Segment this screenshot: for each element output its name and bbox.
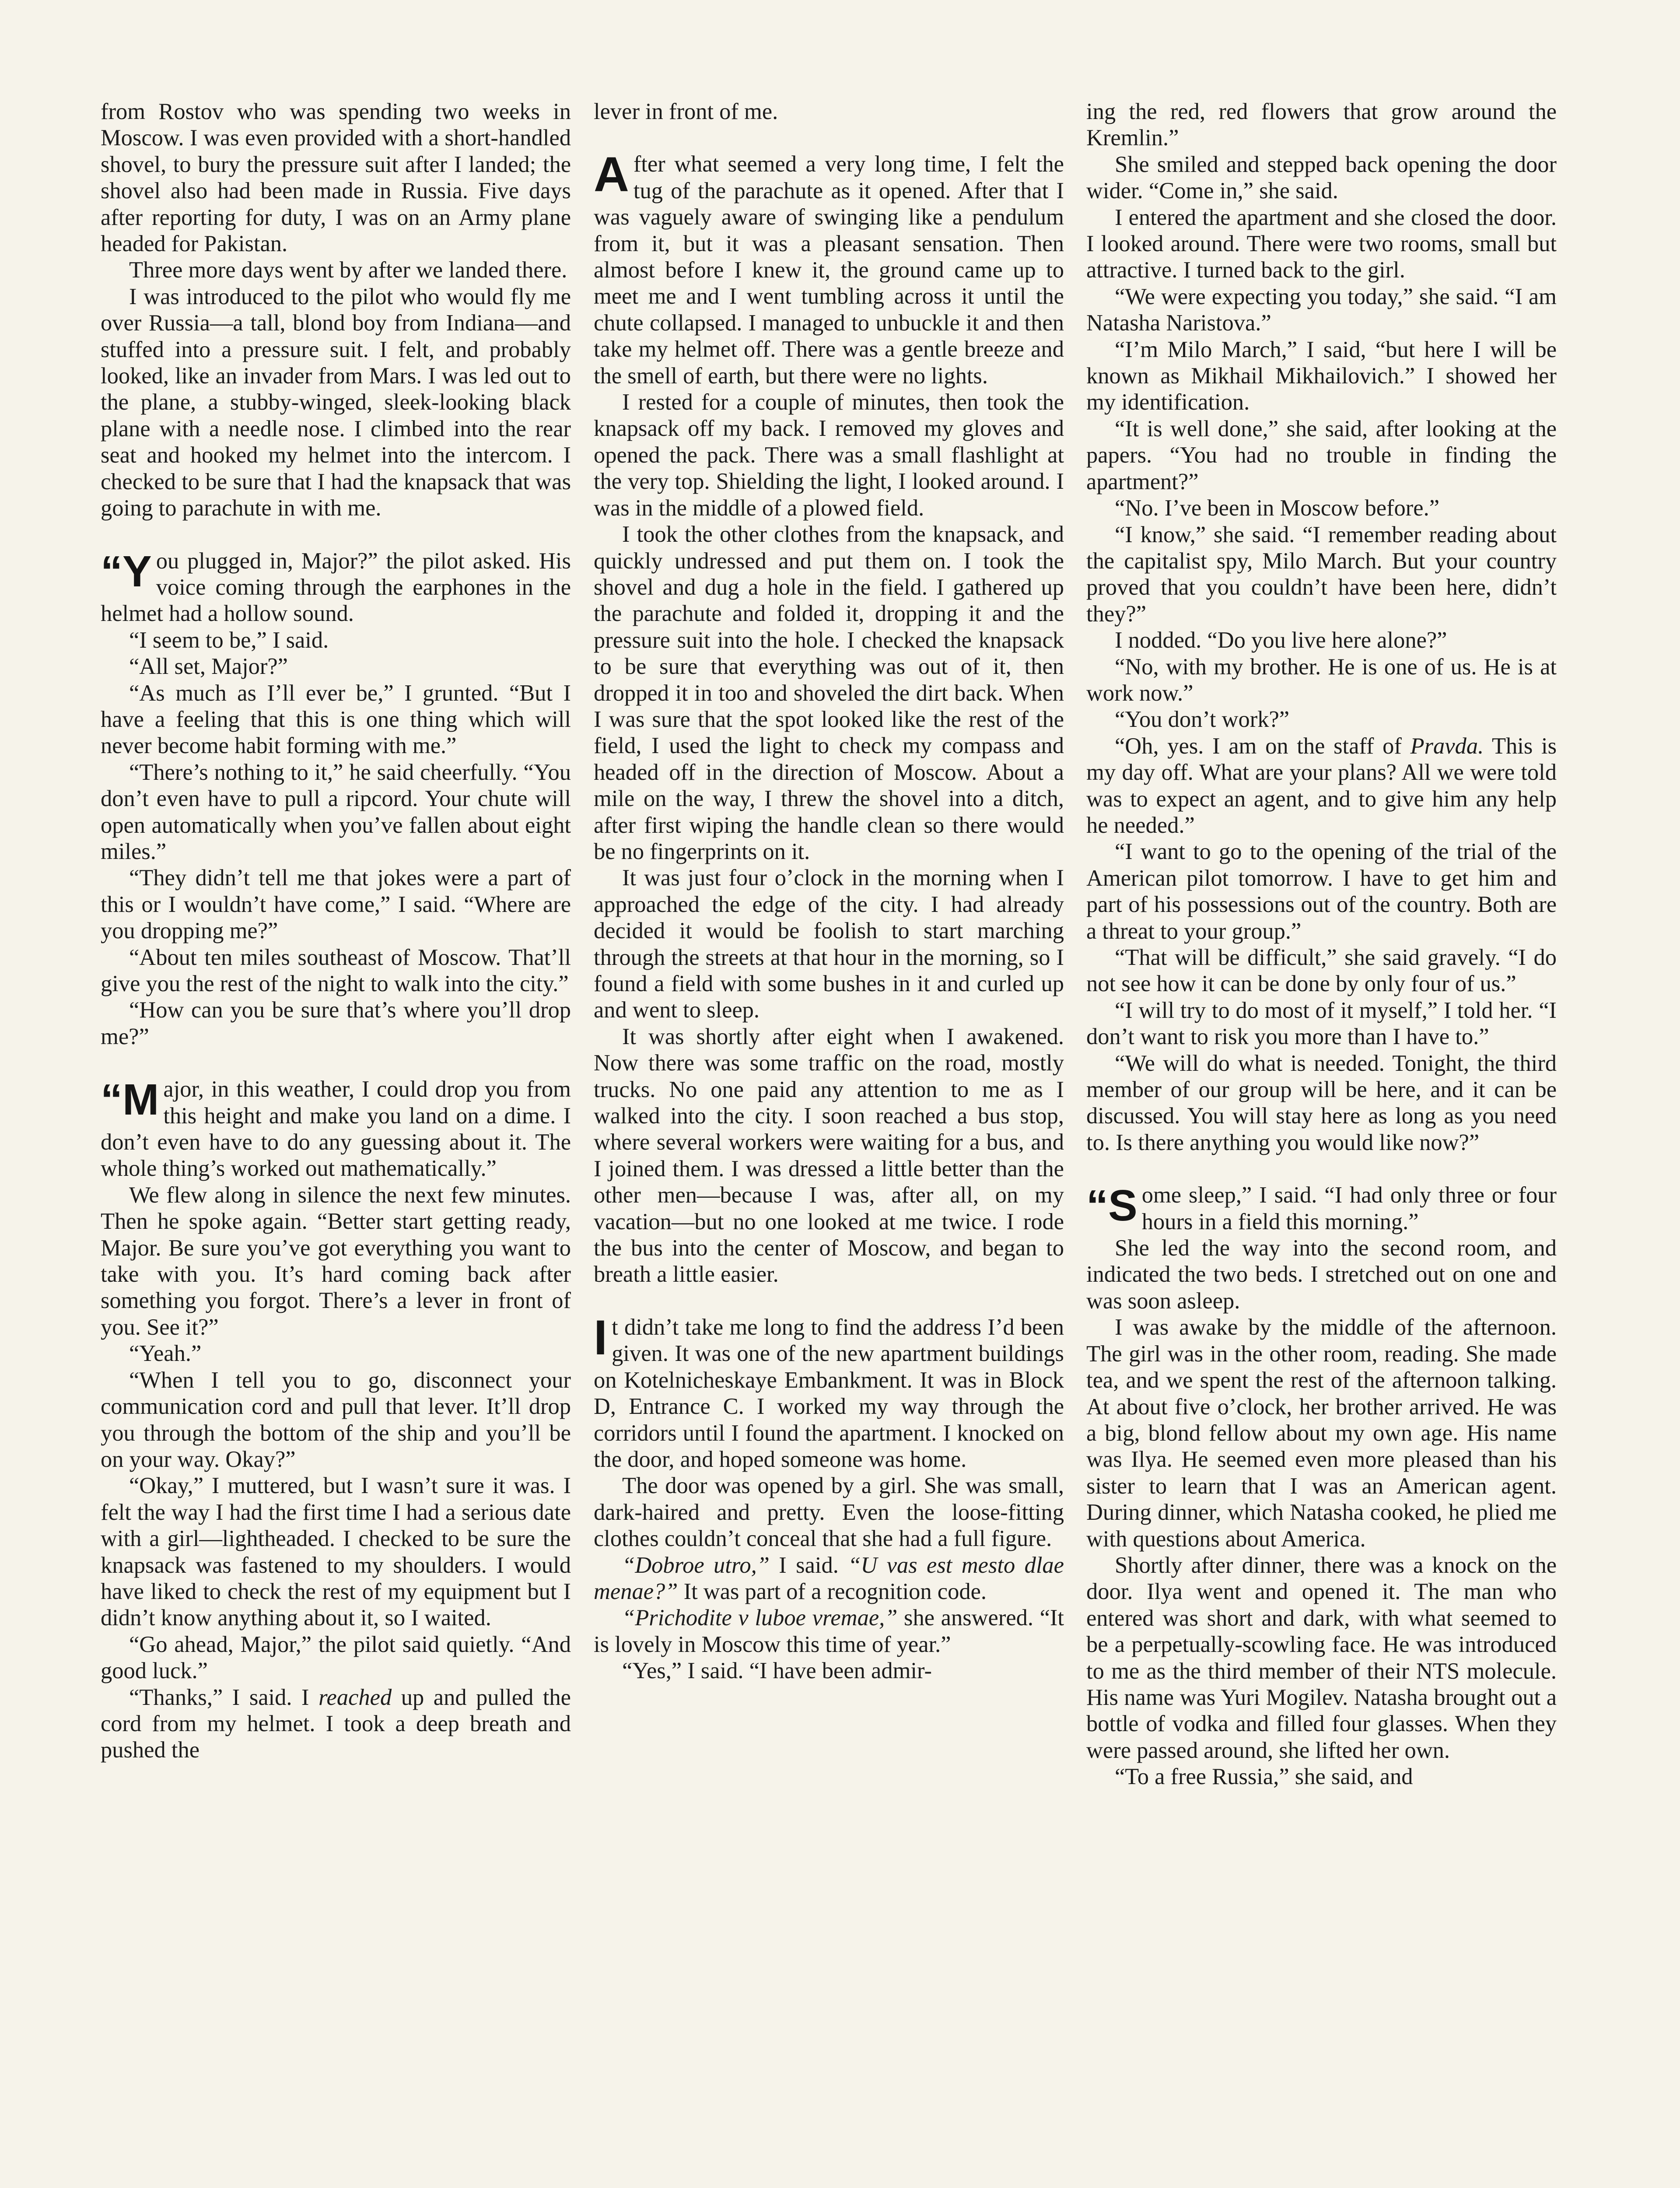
paragraph: “We will do what is needed. Tonight, the third member of our group will be here, and it can be discussed. You will stay here as long as you need to. Is there anything you would like now?”: [1086, 1050, 1557, 1155]
section-opening-paragraph: [594, 1310, 1064, 1473]
paragraph: “To a free Russia,” she said, and: [1115, 1764, 1413, 1790]
paragraph: “I’m Milo March,” I said, “but here I will be known as Mikhail Mikhailovich.” I showed her my identification.: [1086, 337, 1557, 415]
paragraph: [594, 1552, 1064, 1605]
paragraph: I was introduced to the pilot who would fly me over Russia—a tall, blond boy from Indiana—and stuffed into a pressure suit. I felt, and probably looked, like an invader from Mars. I was led out to the plane, a stubby-winged, sleek-looking black plane with a needle nose. I climbed into the rear seat and hooked my helmet into the intercom. I checked to be sure that I had the knapsack that was going to parachute in with me.: [101, 284, 571, 521]
drop-cap: “M: [101, 1075, 159, 1125]
section-opening-paragraph: [1086, 1182, 1557, 1235]
paragraph: “When I tell you to go, disconnect your communication cord and pull that lever. It’ll drop you through the bottom of the ship and you’ll be on your way. Okay?”: [101, 1367, 571, 1472]
text-run: I said.: [769, 1552, 848, 1578]
paragraph-text: ome sleep,” I said. “I had only three or four hours in a field this morning.”: [1141, 1182, 1557, 1234]
paragraph: “Go ahead, Major,” the pilot said quietly. “And good luck.”: [101, 1631, 571, 1684]
paragraph: “I will try to do most of it myself,” I told her. “I don’t want to risk you more than I have to.”: [1086, 997, 1557, 1050]
paragraph: I was awake by the middle of the afternoon. The girl was in the other room, reading. She made tea, and we spent the rest of the afternoon talking. At about five o’clock, her brother arrived. He was a big, blond fellow about my own age. His name was Ilya. He seemed even more pleased than his sister to learn that I was an American agent. During dinner, which Natasha cooked, he plied me with questions about America.: [1086, 1315, 1557, 1552]
italic-text: reached: [318, 1684, 392, 1710]
paragraph: “Yes,” I said. “I have been admir-: [622, 1658, 932, 1684]
paragraph: I rested for a couple of minutes, then took the knapsack off my back. I removed my gloves and opened the pack. There was a small flashlight at the very top. Shielding the light, I looked around. I was in the middle of a plowed field.: [594, 389, 1064, 521]
text-run: This is my day off. What are your plans? All we were told was to expect an agent, and to give him any help he needed.”: [1086, 733, 1557, 838]
paragraph: “Yeah.”: [129, 1341, 202, 1367]
paragraph: “Okay,” I muttered, but I wasn’t sure it was. I felt the way I had the first time I had a serious date with a girl—lightheaded. I checked to be sure the knapsack was fastened to my shoulders. I would have liked to check the rest of my equipment but I didn’t know anything about it, so I waited.: [101, 1473, 571, 1631]
section-opening-paragraph: [101, 548, 571, 627]
drop-cap: “Y: [101, 547, 152, 596]
paragraph: “I know,” she said. “I remember reading about the capitalist spy, Milo March. But your country proved that you couldn’t have been here, didn’t they?”: [1086, 522, 1557, 627]
paragraph: It was shortly after eight when I awakened. Now there was some traffic on the road, mostly trucks. No one paid any attention to me as I walked into the city. I soon reached a bus stop, where several workers were waiting for a bus, and I joined them. I was dressed a little better than the other men—because I was, after all, on my vacation—but no one looked at me twice. I rode the bus into the center of Moscow, and began to breath a little easier.: [594, 1024, 1064, 1287]
italic-text: Pravda.: [1410, 733, 1484, 759]
drop-cap: I: [594, 1310, 608, 1365]
section-opening-paragraph: [101, 1076, 571, 1182]
text-run: “Oh, yes. I am on the staff of: [1115, 733, 1410, 759]
paragraph: [1086, 733, 1557, 839]
paragraph: “I seem to be,” I said.: [129, 627, 329, 653]
italic-text: “Dobroe utro,”: [622, 1552, 770, 1578]
paragraph: “You don’t work?”: [1115, 707, 1290, 733]
text-column-2: [594, 98, 1064, 1684]
paragraph: “That will be difficult,” she said gravely. “I do not see how it can be done by only four of us.”: [1086, 945, 1557, 997]
paragraph: I entered the apartment and she closed the door. I looked around. There were two rooms, small but attractive. I turned back to the girl.: [1086, 204, 1557, 283]
paragraph: from Rostov who was spending two weeks in Moscow. I was even provided with a short-handled shovel, to bury the pressure suit after I landed; the shovel also had been made in Russia. Five days after reporting for duty, I was on an Army plane headed for Pakistan.: [101, 99, 571, 257]
paragraph: “As much as I’ll ever be,” I grunted. “But I have a feeling that this is one thing which will never become habit forming with me.”: [101, 680, 571, 759]
text-run: It was part of a recognition code.: [678, 1578, 987, 1604]
paragraph: Shortly after dinner, there was a knock on the door. Ilya went and opened it. The man who entered was short and dark, with what seemed to be a perpetually-scowling face. He was introduced to me as the third member of their NTS molecule. His name was Yuri Mogilev. Natasha brought out a bottle of vodka and filled four glasses. When they were passed around, she lifted her own.: [1086, 1552, 1557, 1763]
paragraph-text: fter what seemed a very long time, I felt the tug of the parachute as it opened. After that I was vaguely aware of swinging like a pendulum from it, but it was a pleasant sensation. Then almost before I knew it, the ground came up to meet me and I went tumbling across it until the chute collapsed. I managed to unbuckle it and then take my helmet off. There was a gentle breeze and the smell of earth, but there were no lights.: [594, 151, 1064, 389]
paragraph: ing the red, red flowers that grow around the Kremlin.”: [1086, 99, 1557, 151]
paragraph: “About ten miles southeast of Moscow. That’ll give you the rest of the night to walk into the city.”: [101, 944, 571, 996]
paragraph: [594, 1605, 1064, 1658]
drop-cap: “S: [1086, 1181, 1138, 1231]
paragraph: “How can you be sure that’s where you’ll drop me?”: [101, 997, 571, 1049]
paragraph: “No, with my brother. He is one of us. He is at work now.”: [1086, 654, 1557, 706]
paragraph: “They didn’t tell me that jokes were a part of this or I wouldn’t have come,” I said. “Where are you dropping me?”: [101, 865, 571, 944]
text-column-3: [1086, 98, 1557, 1790]
paragraph: lever in front of me.: [594, 99, 778, 124]
paragraph: “There’s nothing to it,” he said cheerfully. “You don’t even have to pull a ripcord. Your chute will open automatically when you’ve fallen about eight miles.”: [101, 759, 571, 864]
paragraph-text: ajor, in this weather, I could drop you from this height and make you land on a dime. I don’t even have to do any guessing about it. The whole thing’s worked out mathematically.”: [101, 1076, 571, 1182]
italic-text: “U vas est mesto dlae menae?”: [594, 1552, 1064, 1604]
paragraph-text: ou plugged in, Major?” the pilot asked. His voice coming through the earphones in the helmet had a hollow sound.: [101, 548, 571, 627]
paragraph: Three more days went by after we landed there.: [129, 257, 567, 283]
paragraph: “No. I’ve been in Moscow before.”: [1115, 495, 1439, 521]
paragraph: “All set, Major?”: [129, 654, 288, 680]
paragraph: I nodded. “Do you live here alone?”: [1115, 628, 1447, 653]
text-column-1: [101, 98, 571, 1764]
paragraph: The door was opened by a girl. She was small, dark-haired and pretty. Even the loose-fitting clothes couldn’t conceal that she had a full figure.: [594, 1473, 1064, 1552]
paragraph: [101, 1684, 571, 1764]
paragraph: She led the way into the second room, and indicated the two beds. I stretched out on one and was soon asleep.: [1086, 1235, 1557, 1314]
paragraph: “We were expecting you today,” she said. “I am Natasha Naristova.”: [1086, 284, 1557, 336]
paragraph: “It is well done,” she said, after looking at the papers. “You had no trouble in finding the apartment?”: [1086, 416, 1557, 494]
paragraph: It was just four o’clock in the morning when I approached the edge of the city. I had already decided it would be foolish to start marching through the streets at that hour in the morning, so I found a field with some bushes in it and curled up and went to sleep.: [594, 865, 1064, 1023]
paragraph: She smiled and stepped back opening the door wider. “Come in,” she said.: [1086, 151, 1557, 204]
section-opening-paragraph: [594, 147, 1064, 389]
paragraph: I took the other clothes from the knapsack, and quickly undressed and put them on. I took the shovel and dug a hole in the field. I gathered up the parachute and folded it, dropping it and the pressure suit into the hole. I checked the knapsack to be sure that everything was out of it, then dropped it in too and shoveled the dirt back. When I was sure that the spot looked like the rest of the field, I used the light to check my compass and headed off in the direction of Moscow. About a mile on the way, I threw the shovel into a ditch, after first wiping the handle clean so there would be no fingerprints on it.: [594, 522, 1064, 864]
drop-cap: A: [594, 147, 629, 202]
text-run: she answered. “It is lovely in Moscow this time of year.”: [594, 1605, 1064, 1657]
paragraph: We flew along in silence the next few minutes. Then he spoke again. “Better start getting ready, Major. Be sure you’ve got everything you want to take with you. It’s hard coming back after something you forgot. There’s a lever in front of you. See it?”: [101, 1182, 571, 1340]
paragraph: “I want to go to the opening of the trial of the American pilot tomorrow. I have to get him and part of his possessions out of the country. Both are a threat to your group.”: [1086, 839, 1557, 944]
text-run: “Thanks,” I said. I: [129, 1684, 319, 1710]
paragraph-text: t didn’t take me long to find the address I’d been given. It was one of the new apartment buildings on Kotelnicheskaye Embankment. It was in Block D, Entrance C. I worked my way through the corridors until I found the apartment. I knocked on the door, and hoped someone was home.: [594, 1314, 1064, 1472]
italic-text: “Prichodite v luboe vremae,”: [622, 1605, 898, 1631]
text-run: up and pulled the cord from my helmet. I took a deep breath and pushed the: [101, 1684, 571, 1763]
